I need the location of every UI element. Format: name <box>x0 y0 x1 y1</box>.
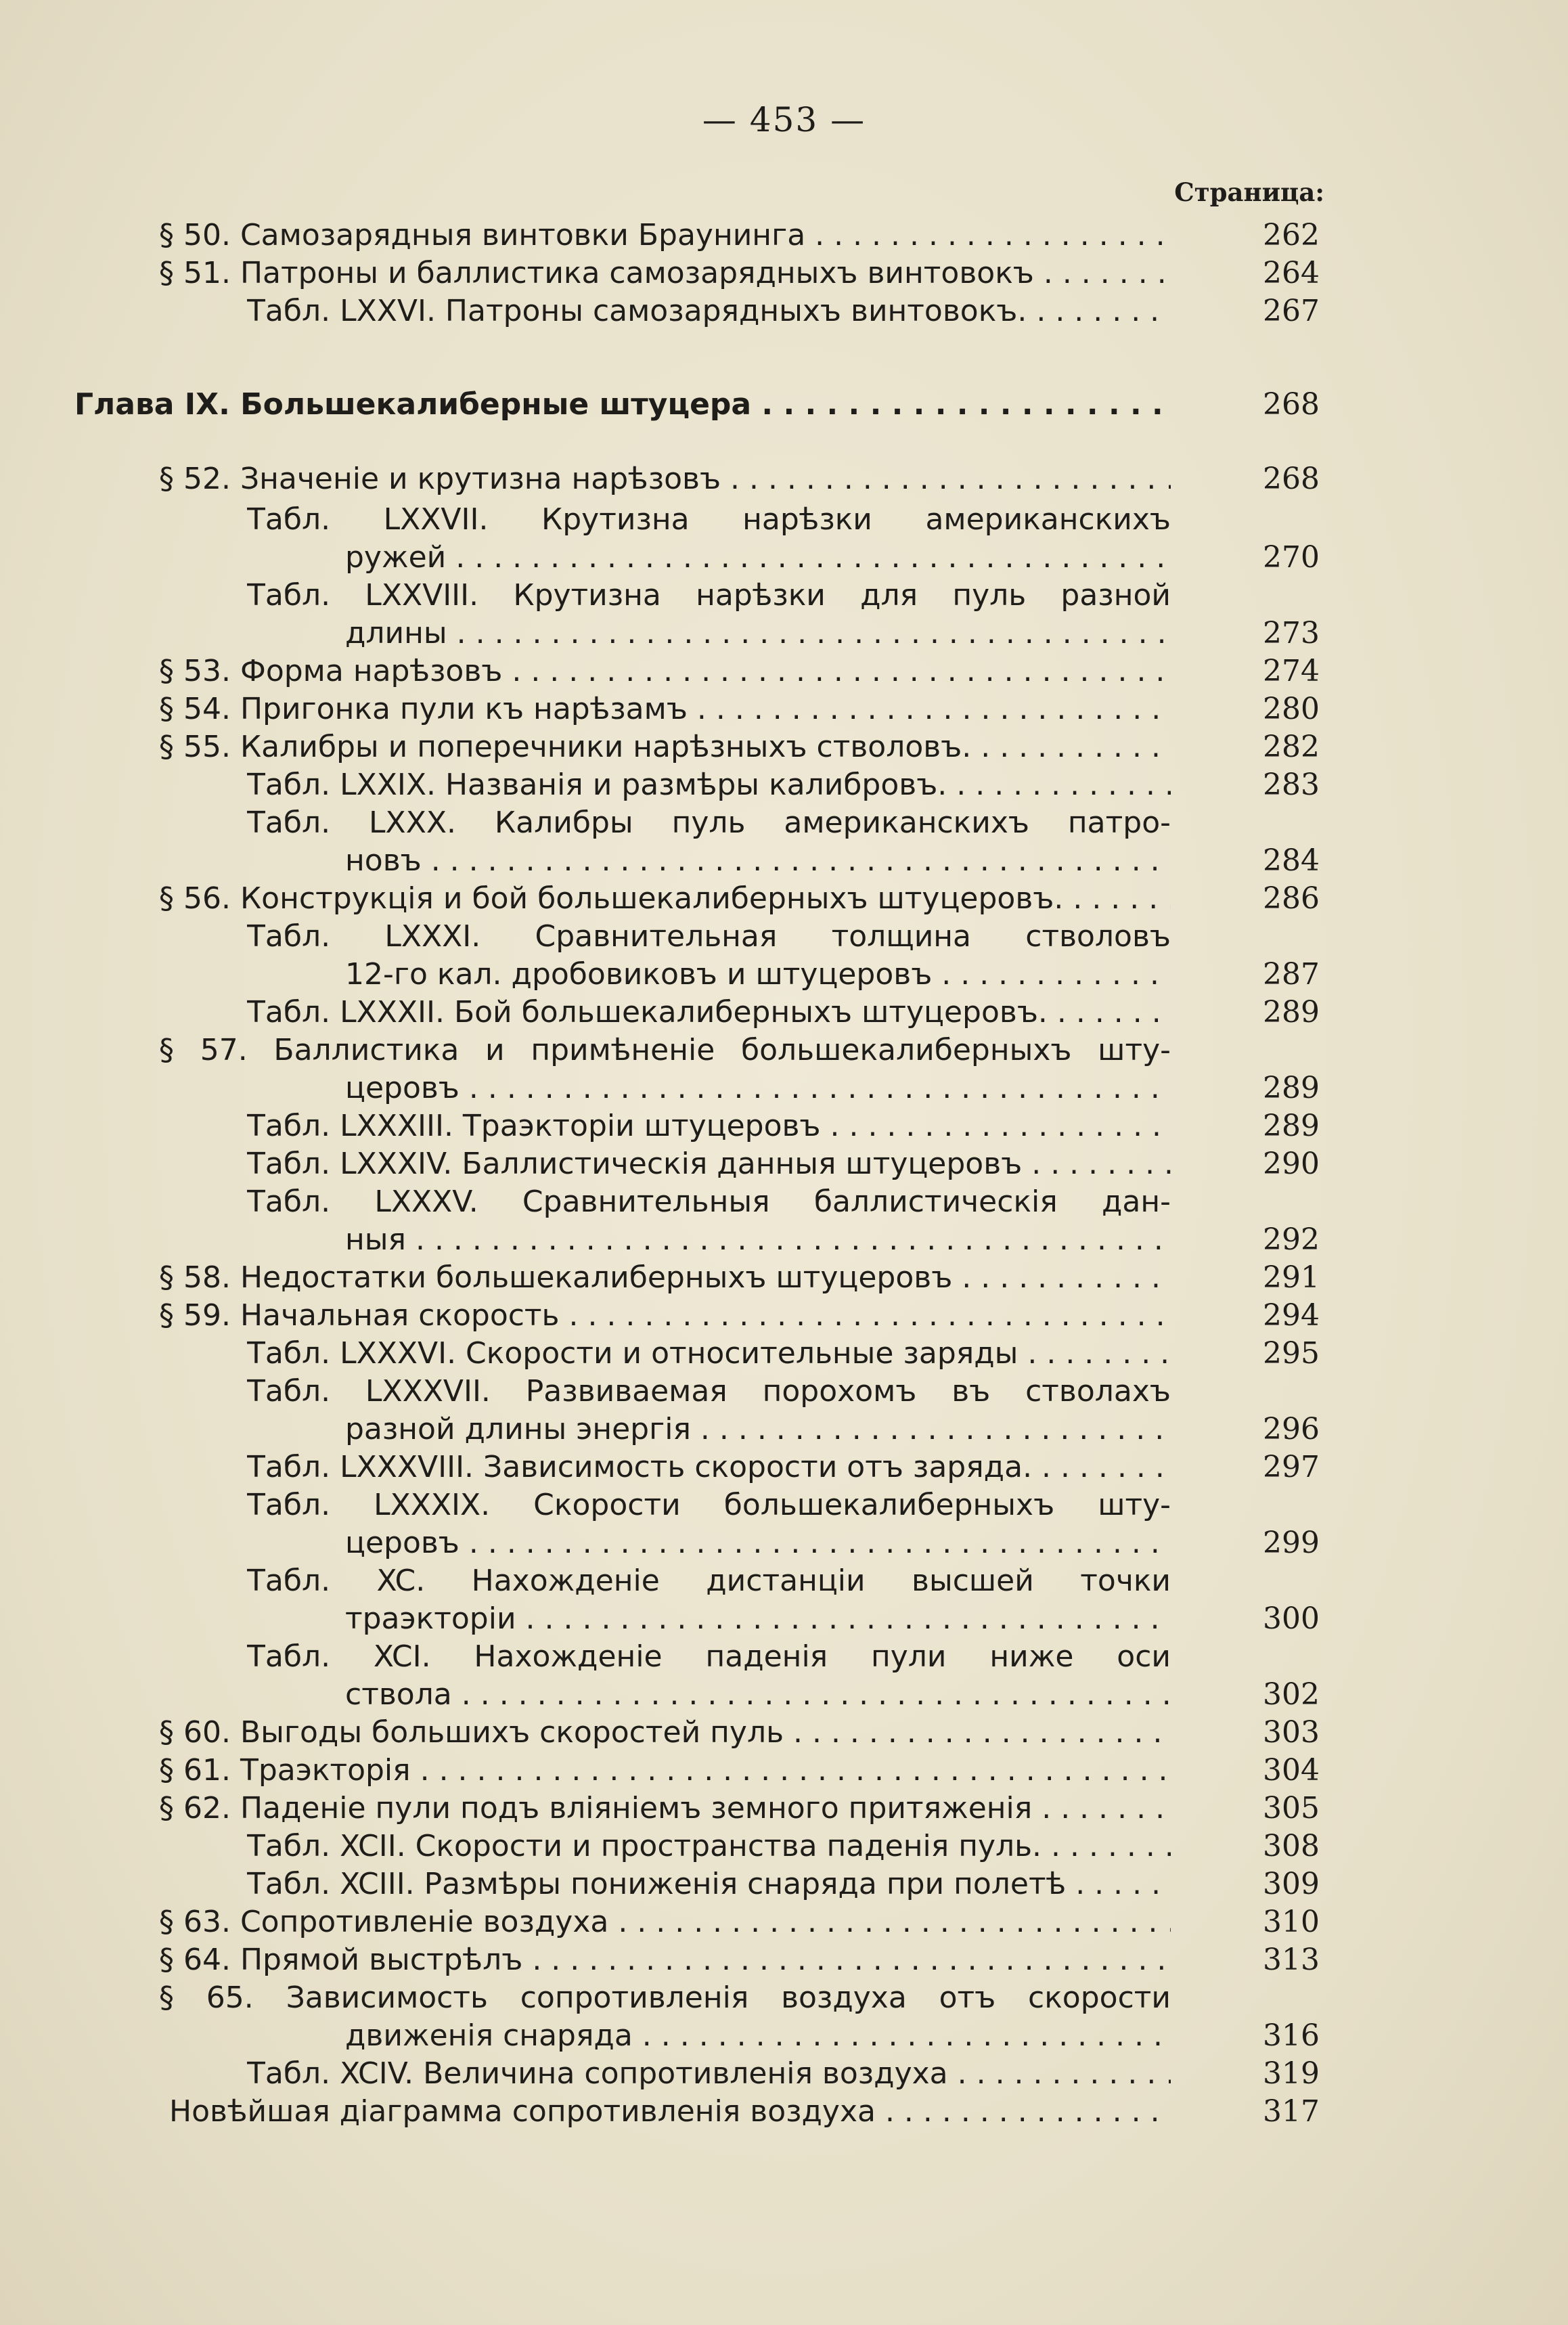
toc-entry <box>0 2055 1568 2093</box>
toc-entry-page: 309 <box>1263 1867 1320 1901</box>
toc-entry <box>0 577 1568 615</box>
toc-entry-title: Табл. LXXX. Калибры пуль американскихъ патро- <box>247 805 1171 840</box>
toc-entry <box>0 1676 1568 1714</box>
toc-entry-page: 286 <box>1263 881 1320 916</box>
toc-entry <box>0 1941 1568 1979</box>
toc-entry <box>0 2017 1568 2055</box>
toc-entry-title: Табл. LXXVIII. Крутизна нарѣзки для пуль разной <box>247 578 1171 613</box>
toc-entry-page: 305 <box>1263 1791 1320 1825</box>
toc-entry-page: 274 <box>1263 654 1320 688</box>
toc-entry <box>0 918 1568 956</box>
toc-entry <box>0 804 1568 842</box>
toc-entry-title: § 53. Форма нарѣзовъ . . . <box>159 652 1171 690</box>
toc-entry-page: 262 <box>1263 218 1320 252</box>
toc-entry <box>0 1714 1568 1752</box>
toc-entry <box>0 842 1568 880</box>
toc-entry-title: Табл. LXXXVI. Скорости и относительные заряды . . . <box>247 1335 1171 1373</box>
toc-entry-title: § 62. Паденіе пули подъ вліяніемъ земного притяженія . . . . <box>159 1790 1171 1828</box>
toc-entry-title: Табл. LXXXIII. Траэкторіи штуцеровъ . . . <box>247 1107 1171 1145</box>
toc-entry-title: 12-го кал. дробовиковъ и штуцеровъ . . . <box>345 956 1171 994</box>
toc-entry-page: 273 <box>1263 616 1320 650</box>
toc-entry-page: 316 <box>1263 2018 1320 2053</box>
toc-entry-title: § 63. Сопротивленіе воздуха . . . <box>159 1903 1171 1941</box>
toc-entry-page: 268 <box>1263 387 1320 422</box>
toc-entry-page: 310 <box>1263 1905 1320 1939</box>
page-column-header: Страница: <box>1174 177 1324 207</box>
toc-entry-title: § 64. Прямой выстрѣлъ . . . <box>159 1941 1171 1979</box>
toc-entry <box>0 1411 1568 1448</box>
page-number: — 453 — <box>702 100 866 139</box>
toc-entry-title: Табл. LXXXI. Сравнительная толщина стволовъ <box>247 919 1171 954</box>
toc-entry-page: 284 <box>1263 843 1320 878</box>
toc-entry-page: 289 <box>1263 995 1320 1029</box>
toc-entry <box>0 1828 1568 1865</box>
toc-entry-title: разной длины энергія . . . <box>345 1411 1171 1448</box>
toc-entry-page: 296 <box>1263 1412 1320 1446</box>
toc-entry-page: 294 <box>1263 1298 1320 1333</box>
toc-entry-title: ружей . . . <box>345 539 1171 577</box>
toc-entry <box>0 652 1568 690</box>
toc-entry-page: 290 <box>1263 1147 1320 1181</box>
toc-entry-title: ствола . . . <box>345 1676 1171 1714</box>
toc-entry-page: 313 <box>1263 1943 1320 1977</box>
toc-entry-title: Табл. XCII. Скорости и пространства паденія пуль. . . . <box>247 1828 1171 1865</box>
toc-entry-title: Табл. LXXXIX. Скорости большекалиберныхъ шту- <box>247 1488 1171 1522</box>
toc-entry <box>0 1183 1568 1221</box>
toc-entry-title: § 52. Значеніе и крутизна нарѣзовъ . . . <box>159 460 1171 498</box>
toc-entry-title: Табл. LXXXVII. Развиваемая порохомъ въ стволахъ <box>247 1374 1171 1409</box>
toc-entry <box>0 1373 1568 1411</box>
toc-entry-page: 292 <box>1263 1222 1320 1257</box>
toc-entry-page: 299 <box>1263 1526 1320 1560</box>
toc-entry <box>0 2093 1568 2131</box>
toc-entry-page: 317 <box>1263 2094 1320 2129</box>
toc-entry-title: Табл. XCIII. Размѣры пониженія снаряда при полетѣ . . . <box>247 1865 1171 1903</box>
toc-entry <box>0 539 1568 577</box>
toc-entry-page: 264 <box>1263 256 1320 290</box>
toc-entry-title: § 57. Баллистика и примѣненіе большекалиберныхъ шту- <box>159 1033 1171 1067</box>
toc-entry-page: 282 <box>1263 730 1320 764</box>
toc-entry <box>0 956 1568 994</box>
toc-entry <box>0 1145 1568 1183</box>
toc-entry <box>0 1865 1568 1903</box>
toc-entry-title: траэкторіи . . . <box>345 1600 1171 1638</box>
toc-entry-title: § 58. Недостатки большекалиберныхъ штуцеровъ . . . <box>159 1259 1171 1297</box>
toc-entry-page: 267 <box>1263 294 1320 328</box>
toc-entry <box>0 1297 1568 1335</box>
toc-entry-title: новъ . . . <box>345 842 1171 880</box>
toc-entry <box>0 1562 1568 1600</box>
toc-entry-title: Табл. LXXVII. Крутизна нарѣзки американскихъ <box>247 502 1171 537</box>
toc-entry <box>0 292 1568 330</box>
toc-entry <box>0 460 1568 498</box>
toc-entry <box>0 254 1568 292</box>
toc-entry-title: Табл. LXXXV. Сравнительныя баллистическія дан- <box>247 1184 1171 1219</box>
toc-entry <box>0 1259 1568 1297</box>
toc-entry <box>0 1790 1568 1828</box>
toc-entry-title: движенія снаряда . . . <box>345 2017 1171 2055</box>
toc-entry <box>0 1486 1568 1524</box>
toc-entry-title: Табл. LXXVI. Патроны самозарядныхъ винтовокъ. . . . <box>247 292 1171 330</box>
toc-entry-page: 302 <box>1263 1677 1320 1712</box>
toc-entry-page: 289 <box>1263 1109 1320 1143</box>
toc-entry <box>0 1448 1568 1486</box>
toc-entry-page: 291 <box>1263 1260 1320 1295</box>
toc-entry-title: ныя . . . <box>345 1221 1171 1259</box>
toc-entry-title: Глава IX. Большекалиберные штуцера . . . <box>74 386 1171 424</box>
toc-entry-title: Табл. XCIV. Величина сопротивленія воздуха . . . <box>247 2055 1171 2093</box>
toc-entry-page: 304 <box>1263 1753 1320 1788</box>
toc-entry-page: 270 <box>1263 540 1320 575</box>
toc-entry-title: Табл. XC. Нахожденіе дистанціи высшей точки <box>247 1564 1171 1598</box>
toc-entry <box>0 1979 1568 2017</box>
toc-entry <box>0 766 1568 804</box>
toc-entry-title: Новѣйшая діаграмма сопротивленія воздуха . . . <box>169 2093 1171 2131</box>
toc-entry-title: § 55. Калибры и поперечники нарѣзныхъ стволовъ. . . . <box>159 728 1171 766</box>
toc-entry <box>0 880 1568 918</box>
toc-entry <box>0 1069 1568 1107</box>
toc-entry <box>0 1221 1568 1259</box>
toc-entry-page: 289 <box>1263 1071 1320 1105</box>
toc-entry <box>0 1638 1568 1676</box>
toc-entry <box>0 994 1568 1032</box>
toc-entry-title: Табл. LXXXII. Бой большекалиберныхъ штуцеровъ. . . . <box>247 994 1171 1032</box>
toc-entry-page: 308 <box>1263 1829 1320 1863</box>
toc-entry <box>0 1335 1568 1373</box>
toc-entry-title: § 61. Траэкторія . . . <box>159 1752 1171 1790</box>
toc-entry-title: длины . . . <box>345 615 1171 652</box>
toc-entry-title: Табл. LXXXIV. Баллистическія данныя штуцеровъ . . . . <box>247 1145 1171 1183</box>
toc-entry-page: 268 <box>1263 462 1320 496</box>
toc-chapter <box>0 386 1568 424</box>
toc-entry <box>0 1524 1568 1562</box>
toc-entry-page: 297 <box>1263 1450 1320 1484</box>
toc-entry-title: § 65. Зависимость сопротивленія воздуха отъ скорости <box>159 1980 1171 2015</box>
toc-entry-page: 280 <box>1263 692 1320 726</box>
toc-entry <box>0 690 1568 728</box>
toc-entry-page: 303 <box>1263 1715 1320 1750</box>
toc-entry-title: Табл. XCI. Нахожденіе паденія пули ниже оси <box>247 1639 1171 1674</box>
toc-entry <box>0 1600 1568 1638</box>
toc-entry-page: 300 <box>1263 1601 1320 1636</box>
toc-entry-title: § 56. Конструкція и бой большекалиберныхъ штуцеровъ. . . . <box>159 880 1171 918</box>
toc-entry-title: церовъ . . . <box>345 1524 1171 1562</box>
toc-entry-page: 283 <box>1263 768 1320 802</box>
toc-entry-page: 319 <box>1263 2056 1320 2091</box>
toc-entry <box>0 1032 1568 1069</box>
toc-entry-title: § 50. Самозарядныя винтовки Браунинга . . . <box>159 217 1171 254</box>
toc-entry <box>0 728 1568 766</box>
toc-entry <box>0 1752 1568 1790</box>
toc-entry-title: Табл. LXXIX. Названія и размѣры калибровъ. . . . <box>247 766 1171 804</box>
toc-entry <box>0 1903 1568 1941</box>
toc-entry <box>0 615 1568 652</box>
toc-entry-page: 295 <box>1263 1336 1320 1371</box>
toc-entry-title: § 51. Патроны и баллистика самозарядныхъ винтовокъ . . . <box>159 254 1171 292</box>
toc-entry <box>0 1107 1568 1145</box>
toc-entry-title: § 60. Выгоды большихъ скоростей пуль . . . <box>159 1714 1171 1752</box>
toc-entry-title: церовъ . . . <box>345 1069 1171 1107</box>
toc-entry-page: 287 <box>1263 957 1320 992</box>
toc-entry-title: § 59. Начальная скорость . . . <box>159 1297 1171 1335</box>
toc-entry-title: § 54. Пригонка пули къ нарѣзамъ . . . <box>159 690 1171 728</box>
toc-entry <box>0 217 1568 254</box>
toc-entry <box>0 501 1568 539</box>
toc-entry-title: Табл. LXXXVIII. Зависимость скорости отъ заряда. . . . <box>247 1448 1171 1486</box>
